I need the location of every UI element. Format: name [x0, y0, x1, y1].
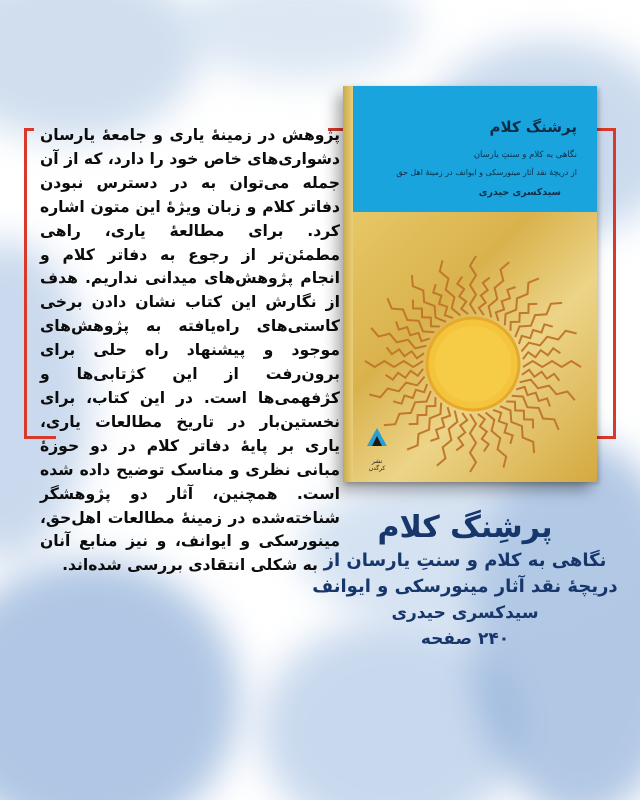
book-subtitle-line-2: دریچهٔ نقد آثار مینورسکی و ایوانف: [312, 576, 618, 597]
book-title: پرشِنگ کلام: [377, 510, 553, 545]
sun-ray: [393, 384, 427, 404]
sun-ray: [470, 414, 476, 472]
sun-ray: [387, 347, 425, 358]
book-cover-author: سیدکسری حیدری: [478, 187, 561, 198]
book-cover-header: [353, 86, 597, 212]
sun-ray: [457, 277, 468, 315]
sun-ray: [522, 370, 560, 381]
sun-ray: [519, 324, 553, 344]
book-description: پژوهش در زمینهٔ یاری و جامعهٔ یارسان دشواری‌های خاص خود را دارد، که از آن جمله می‌توان به در دسترس نبودن دفاتر کلام و زبان ویژهٔ این متون اشاره کرد. برای مطالعهٔ یاری، راهی مطمئن‌تر از رجوع به دفاتر کلام و انجام پژوهش‌های میدانی نداریم. هدف از نگارش این کتاب نشان دادن برخی کاستی‌های راه‌یافته به پژوهش‌های موجود و پیشنهاد راه حلی برای برون‌رفت از این کژتابی‌ها و کژفهمی‌ها است. در این کتاب، برای نخستین‌بار در تاریخ مطالعات یاری، یاری بر پایهٔ دفاتر کلام در دو حوزهٔ مبانی نظری و مناسک توضیح داده شده است. همچنین، آثار دو پژوهشگر شناخته‌شده در زمینهٔ مطالعات اهل‌حق، مینورسکی و ایوانف، و نیز منابع آنان به شکلی انتقادی بررسی شده‌اند.: [40, 126, 340, 575]
book-cover-subtitle-2: از دریچهٔ نقد آثار مینورسکی و ایوانف در زمینهٔ اهل حق: [396, 168, 577, 177]
sun-ray: [437, 411, 458, 466]
book-cover-subtitle: نگاهی به کلام و سنتِ یارسان: [473, 150, 577, 160]
book-author: سیدکسری حیدری: [391, 603, 539, 623]
sun-ray: [433, 284, 453, 318]
sun-ray: [489, 262, 510, 317]
publisher-name: نشر کرگدن: [368, 458, 386, 472]
book-page-count: ۲۴۰ صفحه: [420, 629, 510, 649]
sun-ray: [479, 278, 490, 316]
sun-ray: [478, 414, 489, 452]
sun-ray: [493, 410, 513, 444]
sun-ray: [520, 380, 575, 401]
sun-ray: [523, 348, 561, 359]
red-frame-left: [24, 128, 27, 438]
sun-ray: [369, 377, 424, 398]
book-cover: [343, 86, 597, 482]
sun-ray: [386, 369, 424, 380]
rhino-icon: [365, 424, 389, 452]
sun-ray: [523, 361, 581, 367]
red-frame-right: [613, 128, 616, 438]
sun-ray: [365, 361, 423, 367]
book-cover-title: پرشنگ کلام: [489, 118, 577, 136]
sun-ray: [470, 256, 476, 314]
book-info: [300, 508, 630, 652]
sun-ray: [371, 328, 426, 349]
sun-ray: [522, 331, 577, 352]
book-subtitle-line-1: نگاهی به کلام و سنتِ یارسان از: [323, 550, 607, 571]
sun-ray: [486, 413, 507, 468]
sun-ray: [440, 260, 461, 315]
book-spine: [343, 86, 353, 482]
publisher-logo: [363, 424, 391, 472]
sun-ray: [456, 413, 467, 451]
book-cover-illustration: [353, 212, 597, 482]
